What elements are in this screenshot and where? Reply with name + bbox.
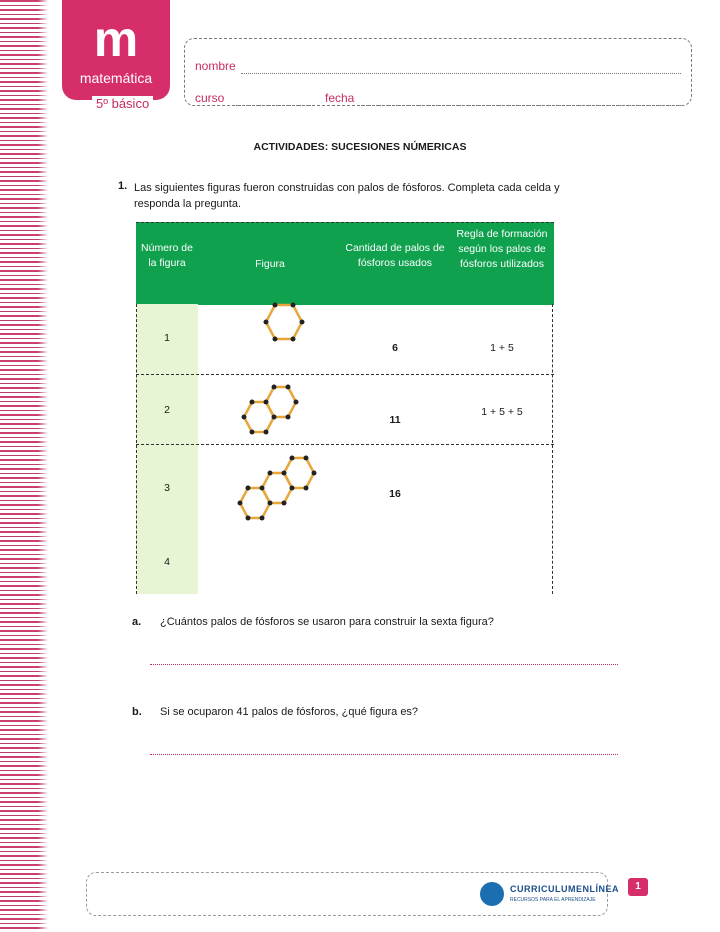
footer-brand-sub: RECURSOS PARA EL APRENDIZAJE: [510, 897, 596, 903]
date-label: fecha: [325, 91, 355, 105]
footer-brand: CURRICULUMENLÍNEA: [510, 884, 619, 894]
sub-question-a-text: ¿Cuántos palos de fósforos se usaron para construir la sexta figura?: [160, 616, 494, 628]
row-divider: [136, 374, 554, 375]
row4-number: 4: [164, 556, 170, 568]
curriculum-icon: [480, 882, 504, 906]
table-left-border: [136, 304, 137, 594]
header-figure-number: Número de la figura: [141, 242, 193, 269]
row3-number: 3: [164, 482, 170, 494]
footer-brand-logo: [480, 882, 620, 908]
date-field[interactable]: [361, 105, 681, 106]
sub-question-a-letter: a.: [132, 616, 142, 628]
row2-rule: 1 + 5 + 5: [481, 406, 523, 418]
figure-3-hexagons-icon: [234, 450, 334, 526]
row3-count: 16: [389, 488, 401, 500]
answer-a-field[interactable]: [150, 664, 618, 665]
sub-question-b-letter: b.: [132, 706, 142, 718]
decorative-left-strip: [0, 0, 48, 932]
number-column: [136, 304, 198, 594]
student-info-box: [184, 38, 692, 106]
answer-b-field[interactable]: [150, 754, 618, 755]
question-number: 1.: [118, 180, 128, 192]
name-label: nombre: [195, 59, 236, 73]
header-rule: Regla de formación según los palos de fósforos utilizados: [456, 228, 548, 270]
logo-word: matemática: [79, 70, 153, 86]
grade-label: 5º básico: [92, 96, 153, 111]
name-field[interactable]: [241, 73, 681, 74]
sequence-table: [136, 222, 554, 594]
question-text: Las siguientes figuras fueron construidas con palos de fósforos. Completa cada celda y responda la pregunta.: [134, 182, 560, 210]
figure-2-hexagons-icon: [236, 380, 316, 442]
row1-number: 1: [164, 332, 170, 344]
header-count: Cantidad de palos de fósforos usados: [345, 242, 445, 269]
figure-1-hexagon-icon: [262, 302, 312, 346]
table-header: [136, 222, 554, 305]
logo: [62, 0, 170, 100]
course-label: curso: [195, 91, 225, 105]
logo-letter: m: [93, 11, 139, 67]
row-divider: [136, 444, 554, 445]
row1-rule: 1 + 5: [490, 342, 514, 354]
course-field[interactable]: [233, 105, 313, 106]
header-figure: Figura: [255, 258, 285, 270]
sub-question-b-text: Si se ocuparon 41 palos de fósforos, ¿qué figura es?: [160, 706, 419, 718]
table-right-border: [552, 304, 553, 594]
page-title: ACTIVIDADES: SUCESIONES NÚMERICAS: [253, 141, 467, 153]
row2-number: 2: [164, 404, 170, 416]
row1-count: 6: [392, 342, 398, 354]
page-number: 1: [628, 878, 648, 896]
row2-count: 11: [389, 414, 401, 426]
